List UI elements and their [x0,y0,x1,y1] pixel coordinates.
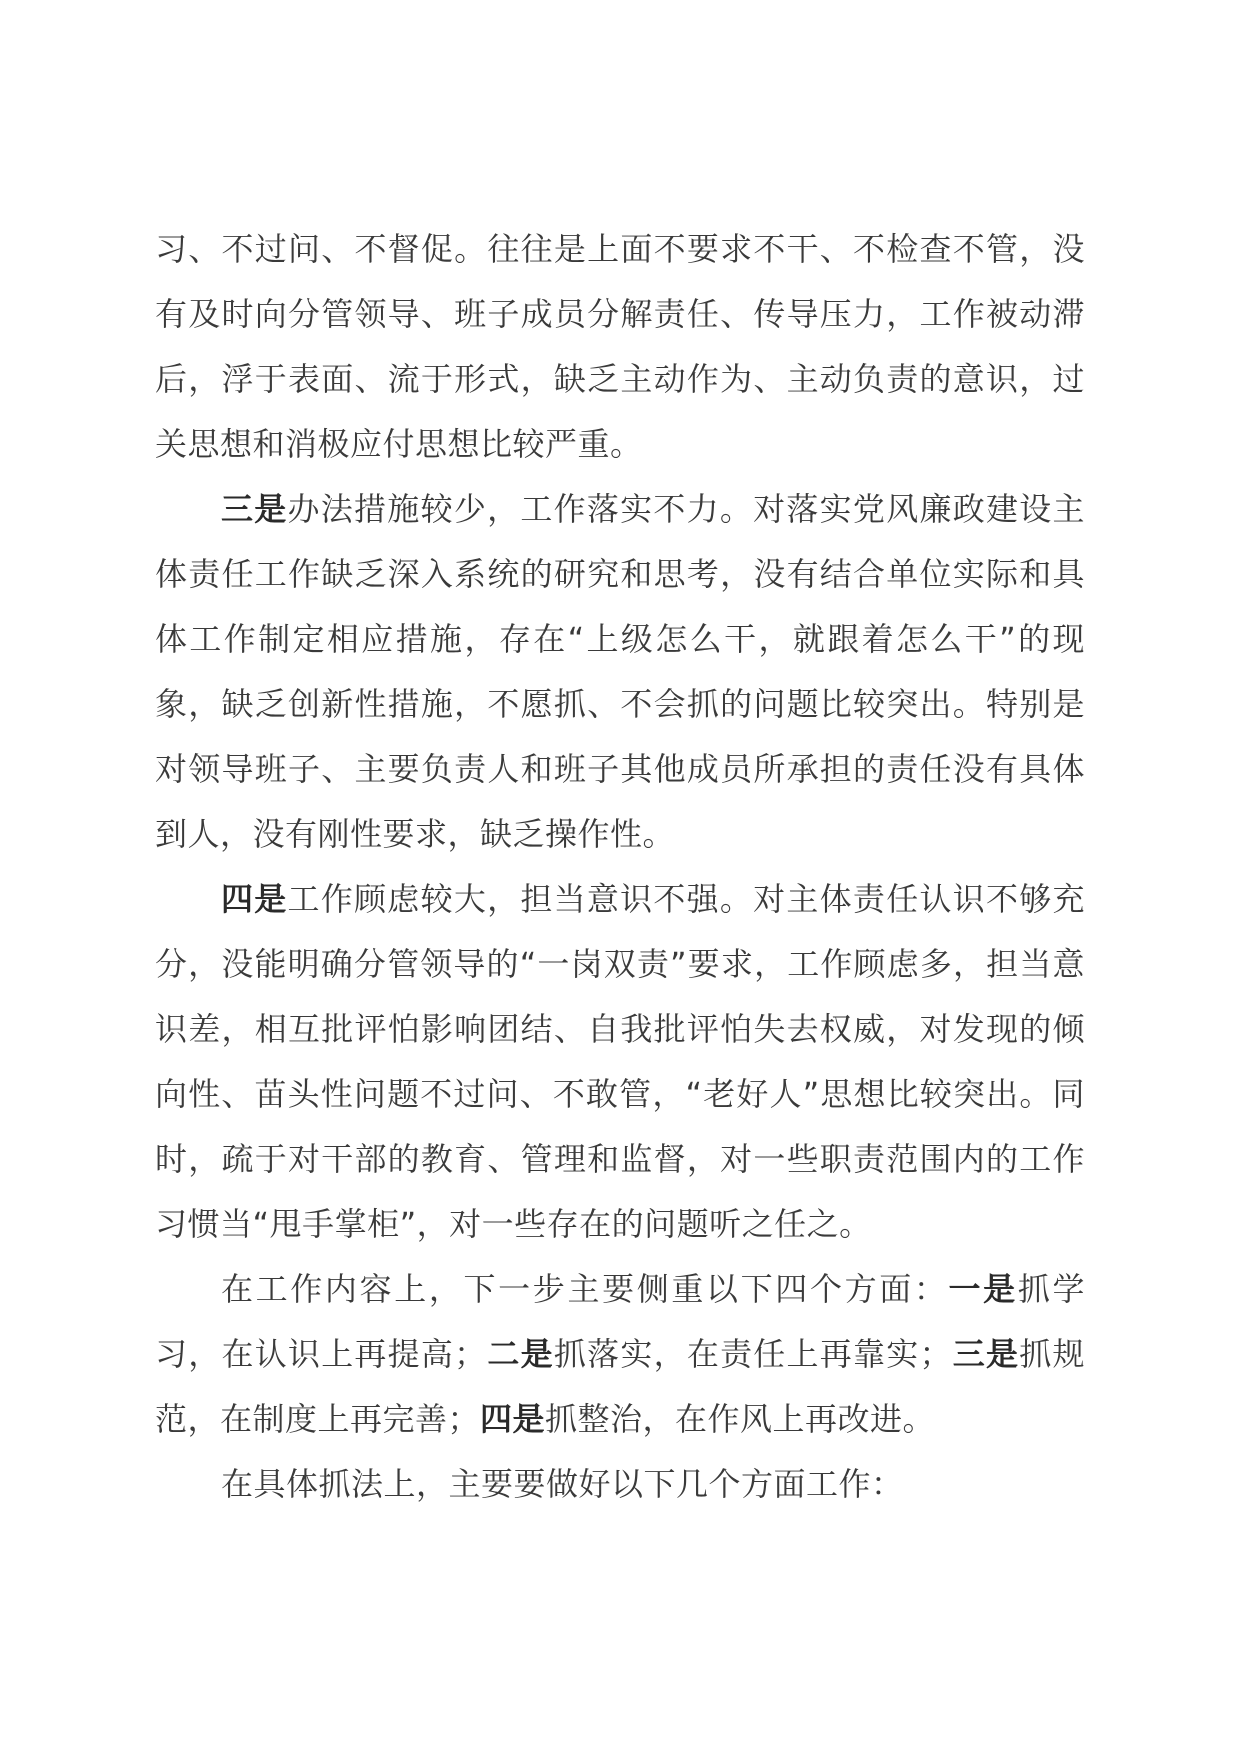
paragraph-text: 在具体抓法上，主要要做好以下几个方面工作： [221,1465,904,1503]
paragraph-work-content [155,1257,1085,1452]
paragraph-continuation [155,217,1085,477]
paragraph-lead: 三是 [952,1335,1020,1373]
paragraph-lead: 一是 [948,1270,1018,1308]
paragraph-lead: 三是 [221,490,288,528]
paragraph-text: 工作顾虑较大，担当意识不强。对主体责任认识不够充分，没能明确分管领导的“一岗双责”要求，工作顾虑多，担当意识差，相互批评怕影响团结、自我批评怕失去权威，对发现的倾向性、苗头性问题不过问、不敢管，“老好人”思想比较突出。同时，疏于对干部的教育、管理和监督，对一些职责范围内的工作习惯当“甩手掌柜”，对一些存在的问题听之任之。 [155,880,1085,1243]
paragraph-text: 在工作内容上，下一步主要侧重以下四个方面： [221,1270,949,1308]
paragraph-lead: 四是 [480,1400,546,1438]
paragraph-lead: 四是 [221,880,288,918]
paragraph-point-four [155,867,1085,1257]
paragraph-text: 习、不过问、不督促。往往是上面不要求不干、不检查不管，没有及时向分管领导、班子成员分解责任、传导压力，工作被动滞后，浮于表面、流于形式，缺乏主动作为、主动负责的意识，过关思想和消极应付思想比较严重。 [155,230,1085,463]
paragraph-text: 抓学习，在认识上再提高； [155,1270,1085,1373]
paragraph-specific-methods [155,1452,1085,1517]
document-body [155,217,1085,1517]
paragraph-point-three [155,477,1085,867]
paragraph-text: 办法措施较少，工作落实不力。对落实党风廉政建设主体责任工作缺乏深入系统的研究和思考，没有结合单位实际和具体工作制定相应措施，存在“上级怎么干，就跟着怎么干”的现象，缺乏创新性措施，不愿抓、不会抓的问题比较突出。特别是对领导班子、主要负责人和班子其他成员所承担的责任没有具体到人，没有刚性要求，缺乏操作性。 [155,490,1085,853]
paragraph-lead: 二是 [486,1335,554,1373]
paragraph-text: 抓整治，在作风上再改进。 [545,1400,936,1438]
paragraph-text: 抓落实，在责任上再靠实； [553,1335,952,1373]
paragraph-text: 抓规范，在制度上再完善； [155,1335,1085,1438]
